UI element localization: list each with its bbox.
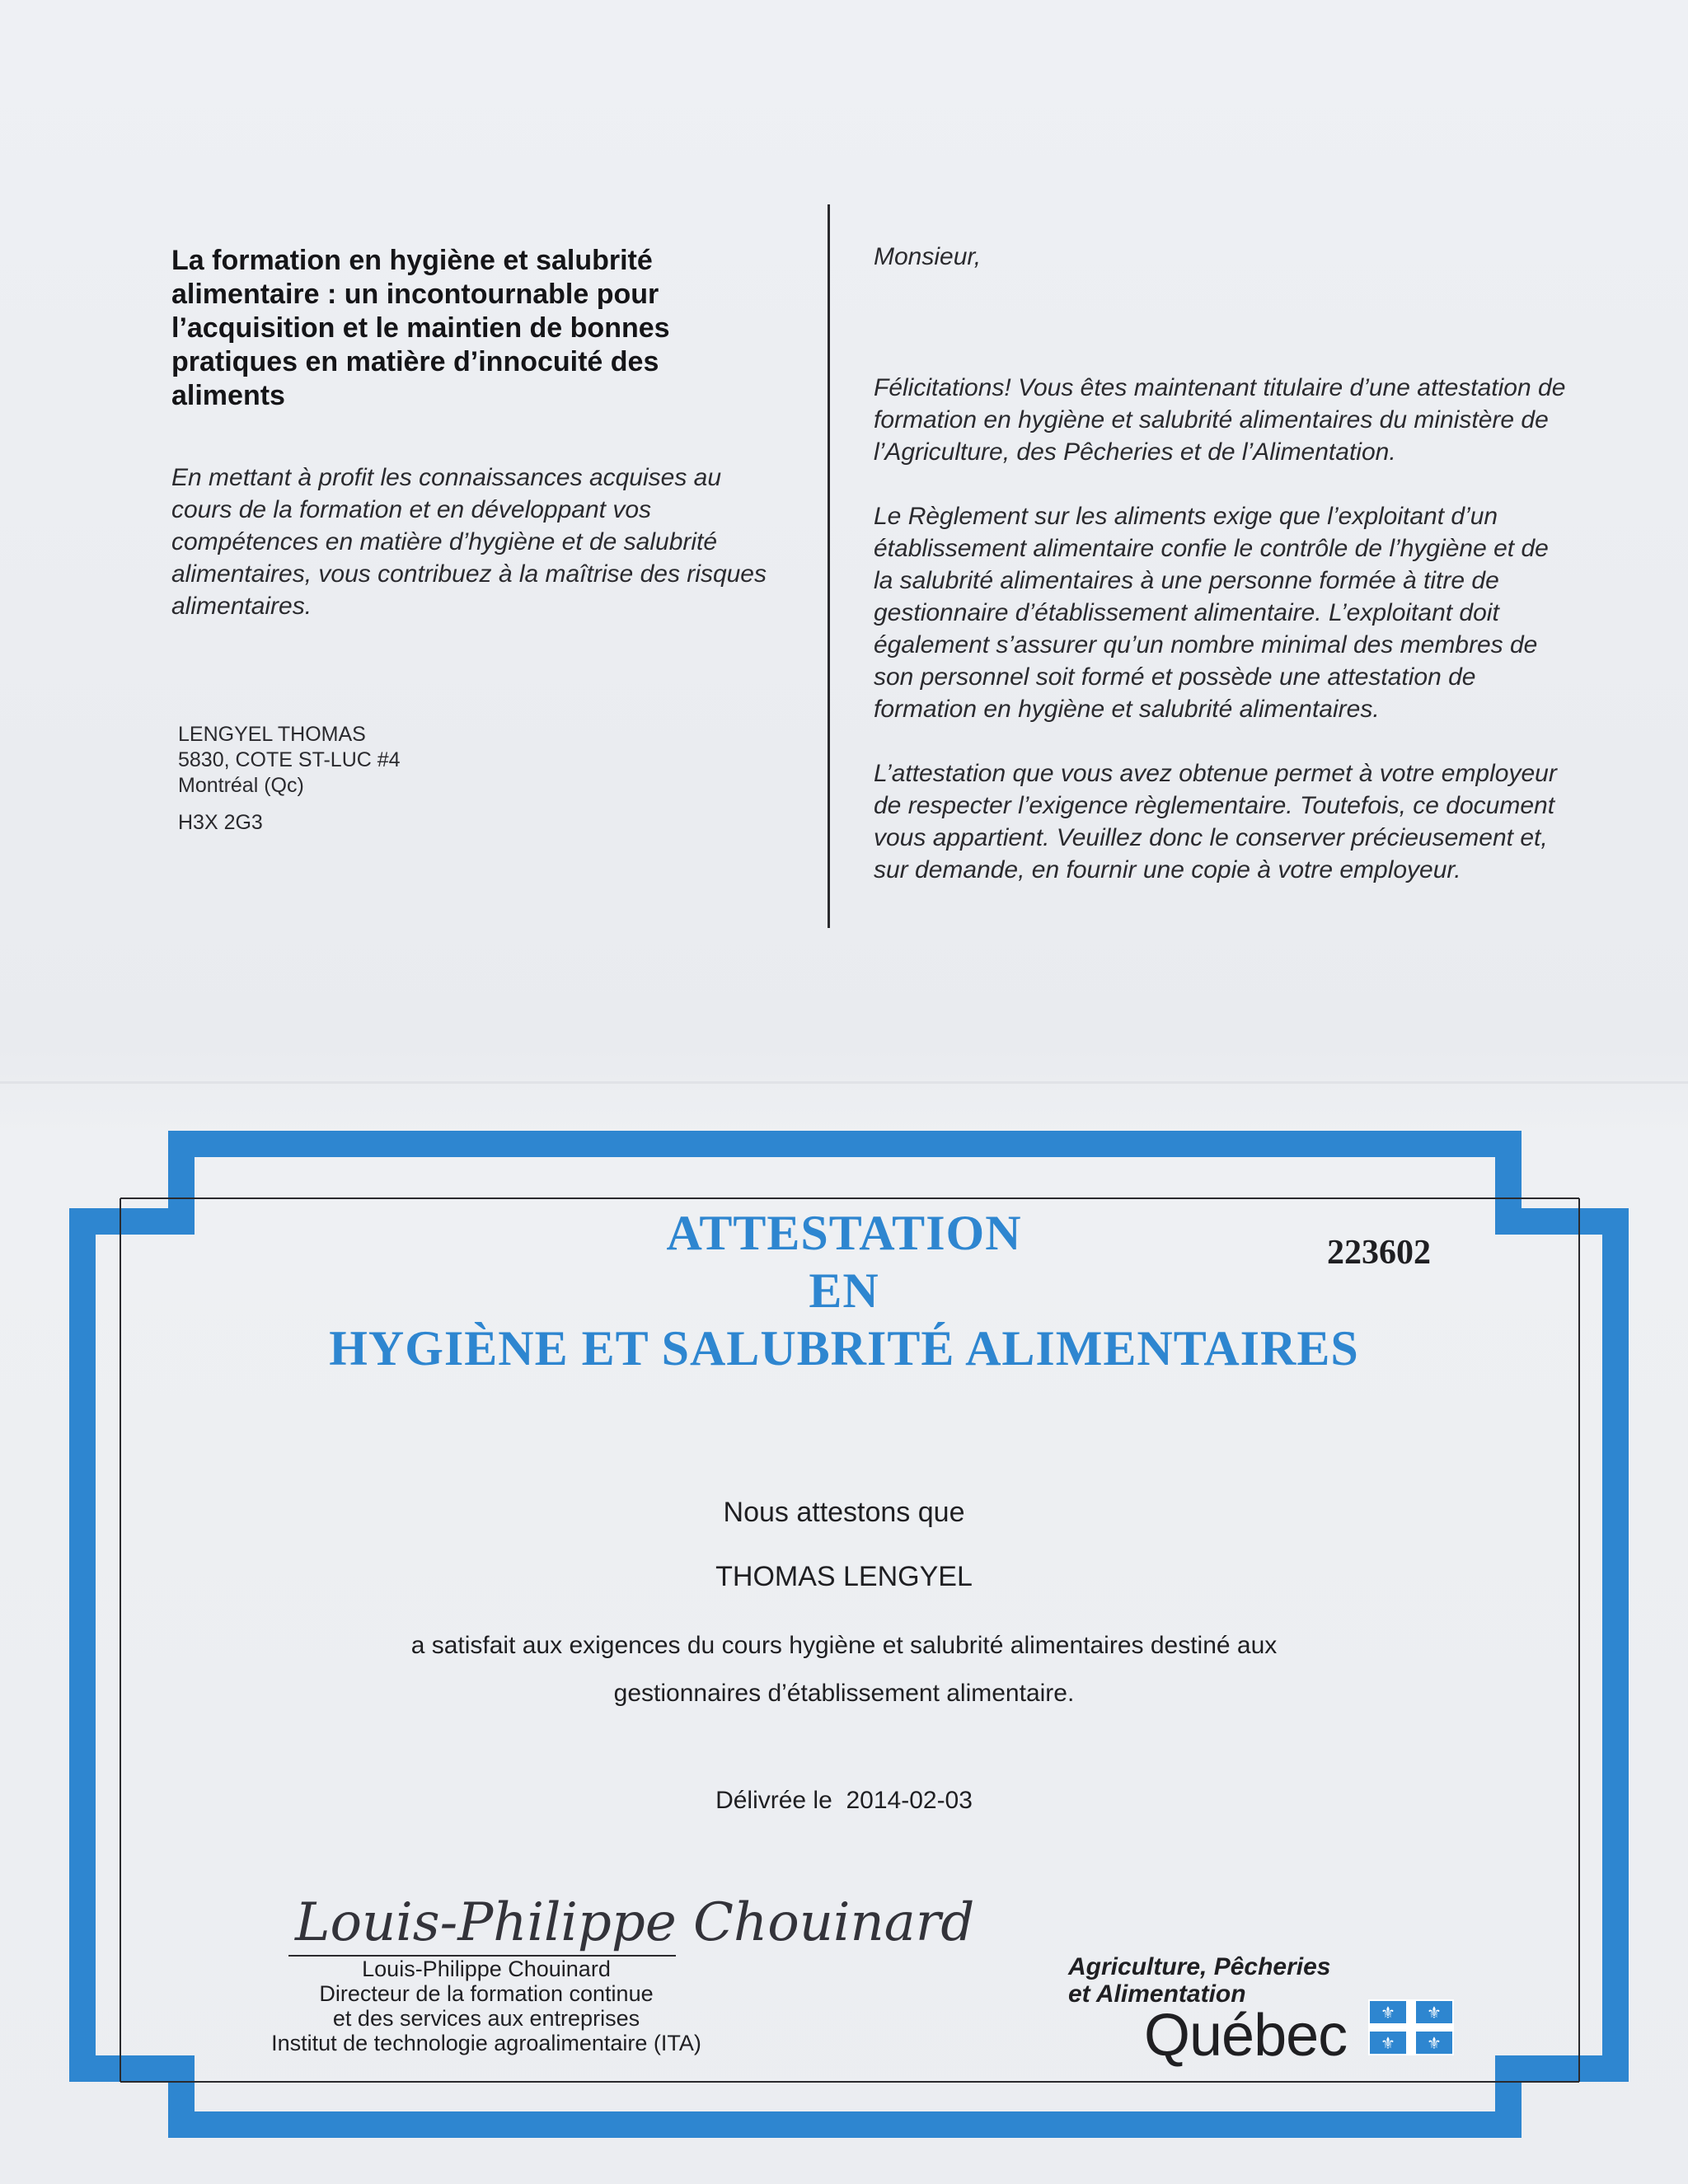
- certificate: [0, 1129, 1688, 2184]
- certificate-title-line2: EN: [809, 1263, 879, 1318]
- paper-fold-line: [0, 1081, 1688, 1084]
- holder-name: THOMAS LENGYEL: [715, 1561, 973, 1592]
- signatory-name: Louis-Philippe Chouinard: [362, 1957, 611, 1981]
- signatory-institution: Institut de technologie agroalimentaire (ITA): [271, 2031, 701, 2055]
- recipient-street: 5830, COTE ST-LUC #4: [178, 748, 401, 771]
- letter-body: [874, 241, 1566, 918]
- letter-salutation: Monsieur,: [874, 243, 982, 270]
- certificate-title-line1: ATTESTATION: [666, 1206, 1022, 1260]
- letter-paragraph: Le Règlement sur les aliments exige que l’exploitant d’un établissement alimentaire confie le contrôle de l’hygiène et de la salubrité alimentaires à une personne formée à titre de gestionnaire d’établissement alimentaire. L’exploitant doit également s’assurer qu’un nombre minimal des membres de son personnel soit formé et possède une attestation de formation en hygiène et salubrité alimentaires.: [874, 503, 1549, 723]
- attest-intro: Nous attestons que: [723, 1497, 965, 1528]
- signatory-block: [247, 1957, 725, 2055]
- svg-text:⚜: ⚜: [1427, 2033, 1442, 2053]
- column-divider: [828, 204, 830, 928]
- recipient-city: Montréal (Qc): [178, 774, 304, 797]
- letter-paragraph: Félicitations! Vous êtes maintenant titulaire d’une attestation de formation en hygiène et salubrité alimentaires du ministère de l’Agriculture, des Pêcheries et de l’Alimentation.: [874, 374, 1566, 466]
- svg-text:Louis-Philippe Chouinard: Louis-Philippe Chouinard: [295, 1892, 975, 1953]
- quebec-wordmark: Québec: [1144, 2003, 1348, 2069]
- signatory-title-line2: et des services aux entreprises: [332, 2006, 640, 2031]
- letter-intro: En mettant à profit les connaissances acquises au cours de la formation et en développant vos compétences en matière d’hygiène et de salubrité alimentaires, vous contribuez à la maîtrise des risques alimentaires.: [171, 464, 767, 620]
- issued-label: Délivrée le: [715, 1787, 832, 1814]
- ministry-name: [1068, 1953, 1330, 2008]
- svg-text:⚜: ⚜: [1427, 2003, 1442, 2022]
- recipient-postal-code: H3X 2G3: [178, 811, 263, 834]
- svg-text:⚜: ⚜: [1381, 2033, 1395, 2053]
- recipient-address: [178, 722, 401, 836]
- certificate-body: a satisfait aux exigences du cours hygiène et salubrité alimentaires destiné aux gestionnaires d’établissement alimentaire.: [410, 1632, 1278, 1707]
- svg-text:⚜: ⚜: [1381, 2003, 1395, 2022]
- ministry-name-line1: Agriculture, Pêcheries: [1068, 1953, 1331, 1980]
- issued-date: 2014-02-03: [846, 1787, 973, 1814]
- certificate-number: 223602: [1327, 1234, 1431, 1272]
- issue-date-line: [0, 1787, 1688, 1815]
- ministry-name-line2: et Alimentation: [1068, 1980, 1246, 2008]
- letter-paragraph: L’attestation que vous avez obtenue permet à votre employeur de respecter l’exigence règlementaire. Toutefois, ce document vous appartient. Veuillez donc le conserver précieusement et, sur demande, en fournir une copie à votre employeur.: [874, 760, 1557, 883]
- signatory-title-line1: Directeur de la formation continue: [319, 1981, 654, 2006]
- recipient-name: LENGYEL THOMAS: [178, 723, 366, 746]
- certificate-title-line3: HYGIÈNE ET SALUBRITÉ ALIMENTAIRES: [329, 1321, 1359, 1376]
- letter-headline: La formation en hygiène et salubrité alimentaire : un incontournable pour l’acquisition et le maintien de bonnes pratiques en matière d’innocuité des aliments: [171, 245, 670, 411]
- handwritten-signature: [287, 1869, 975, 1960]
- quebec-flag-icon: [1368, 1999, 1454, 2055]
